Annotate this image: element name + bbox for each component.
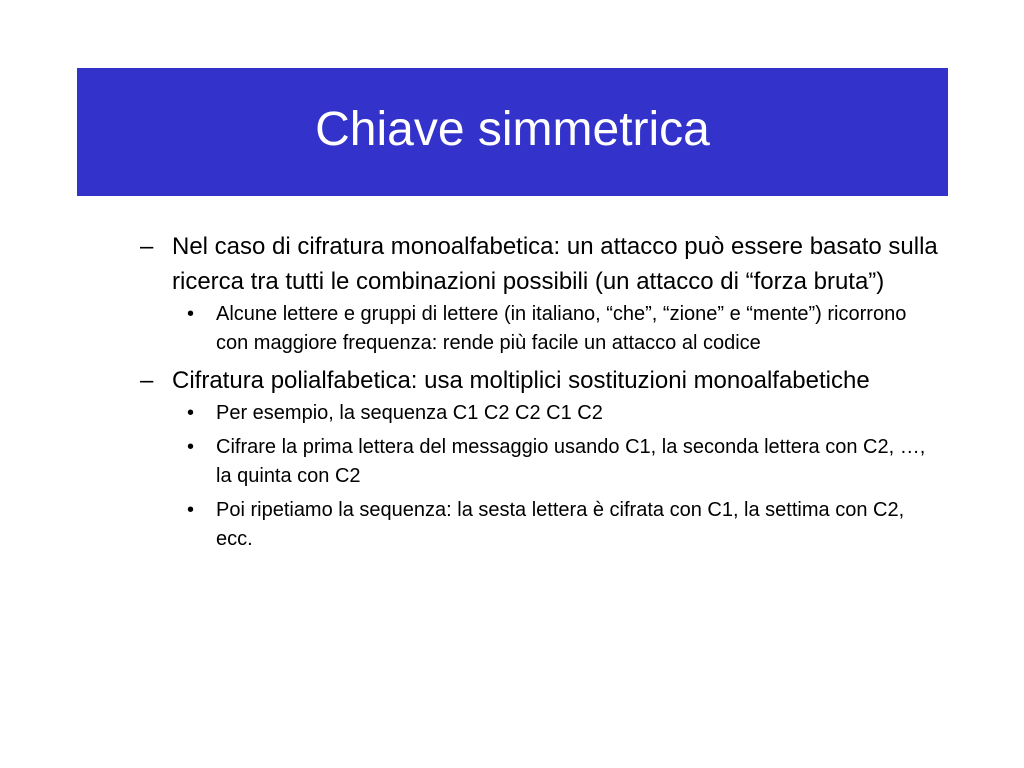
dash-marker: –: [140, 233, 154, 260]
sub-bullet-text: Cifrare la prima lettera del messaggio usando C1, la seconda lettera con C2, …, la quinta con C2: [216, 436, 926, 487]
slide-title: Chiave simmetrica: [315, 103, 710, 156]
bullet-text: Cifratura polialfabetica: usa moltiplici sostituzioni monoalfabetiche: [172, 367, 870, 394]
sub-bullet-list: [140, 300, 940, 358]
dash-marker: –: [140, 367, 154, 394]
bullet-item: [140, 229, 940, 299]
bullet-dot-icon: •: [187, 499, 195, 521]
sub-bullet-item: [140, 496, 940, 554]
slide-content: [140, 229, 940, 559]
bullet-dot-icon: •: [187, 436, 195, 458]
sub-bullet-text: Alcune lettere e gruppi di lettere (in italiano, “che”, “zione” e “mente”) ricorrono con maggiore frequenza: rende più facile un attacco al codice: [216, 303, 907, 354]
sub-bullet-list: [140, 399, 940, 554]
bullet-item: [140, 363, 940, 398]
bullet-text: Nel caso di cifratura monoalfabetica: un attacco può essere basato sulla ricerca tra tutti le combinazioni possibili (un attacco di “forza bruta”): [172, 233, 938, 295]
sub-bullet-item: [140, 300, 940, 358]
sub-bullet-text: Per esempio, la sequenza C1 C2 C2 C1 C2: [216, 402, 603, 424]
sub-bullet-item: [140, 399, 940, 428]
bullet-dot-icon: •: [187, 402, 195, 424]
sub-bullet-text: Poi ripetiamo la sequenza: la sesta lettera è cifrata con C1, la settima con C2, ecc.: [216, 499, 905, 550]
sub-bullet-item: [140, 433, 940, 491]
title-band: [77, 68, 948, 196]
bullet-dot-icon: •: [187, 303, 195, 325]
